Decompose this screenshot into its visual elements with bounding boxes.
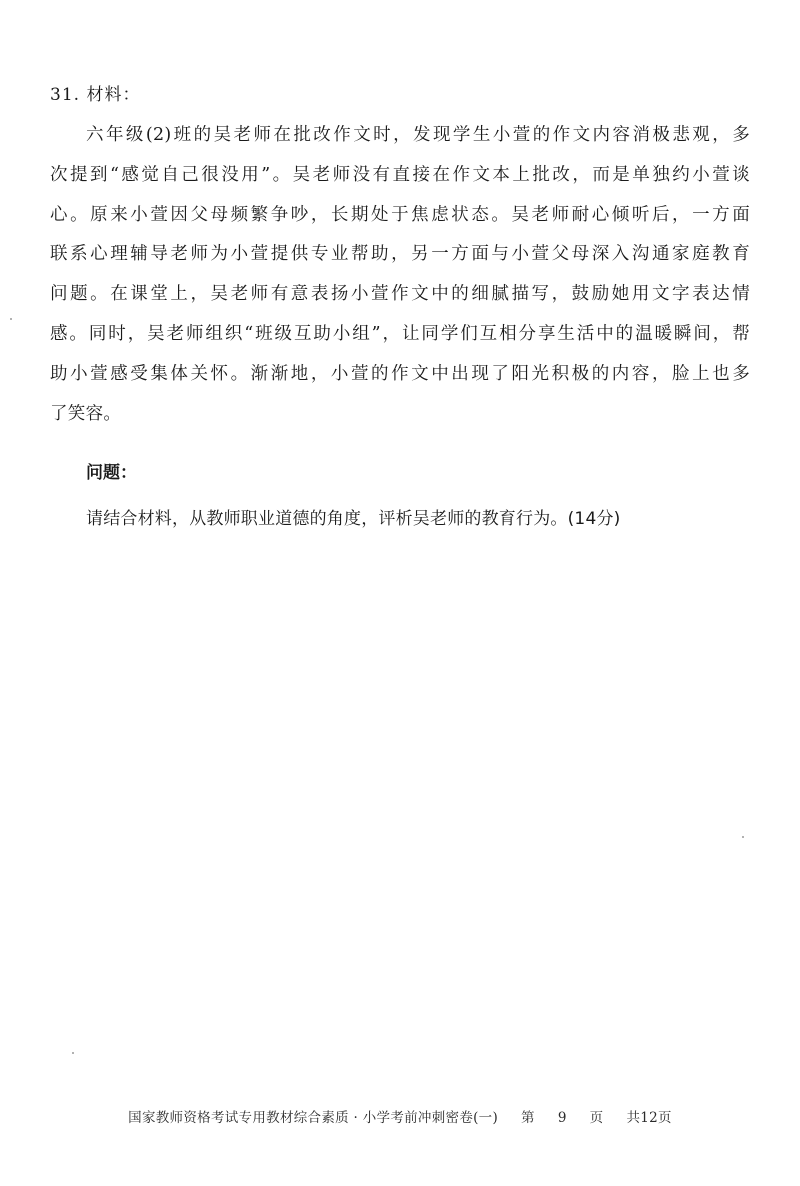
question-number: 31. 材料： [50, 85, 141, 105]
material-line: 心。原来小萱因父母频繁争吵，长期处于焦虑状态。吴老师耐心倾听后，一方面 [50, 204, 750, 225]
footer-book-title: 国家教师资格考试专用教材综合素质 · 小学考前冲刺密卷(一) [128, 1110, 499, 1126]
page-footer [0, 1106, 800, 1126]
footer-page-prefix: 第 [521, 1110, 535, 1126]
material-line: 了笑容。 [50, 403, 122, 424]
scan-speck [72, 1052, 74, 1054]
material-line: 次提到“感觉自己很没用”。吴老师没有直接在作文本上批改，而是单独约小萱谈 [50, 164, 750, 185]
material-line: 六年级(2)班的吴老师在批改作文时，发现学生小萱的作文内容消极悲观，多 [86, 125, 750, 145]
question-label: 问题： [86, 463, 137, 483]
footer-total-pages: 共12页 [626, 1110, 672, 1126]
material-line: 问题。在课堂上，吴老师有意表扬小萱作文中的细腻描写，鼓励她用文字表达情 [50, 284, 750, 305]
scan-speck [742, 836, 744, 838]
footer-page-suffix: 页 [589, 1110, 604, 1126]
material-line: 联系心理辅导老师为小萱提供专业帮助，另一方面与小萱父母深入沟通家庭教育 [50, 244, 750, 265]
material-line: 助小萱感受集体关怀。渐渐地，小萱的作文中出现了阳光积极的内容，脸上也多 [50, 363, 750, 384]
material-line: 感。同时，吴老师组织“班级互助小组”，让同学们互相分享生活中的温暖瞬间，帮 [50, 323, 750, 344]
footer-page-number: 9 [557, 1110, 567, 1126]
material-paragraph [50, 116, 750, 434]
scan-speck [10, 318, 12, 320]
question-prompt: 请结合材料，从教师职业道德的角度，评析吴老师的教育行为。(14分) [86, 509, 621, 529]
